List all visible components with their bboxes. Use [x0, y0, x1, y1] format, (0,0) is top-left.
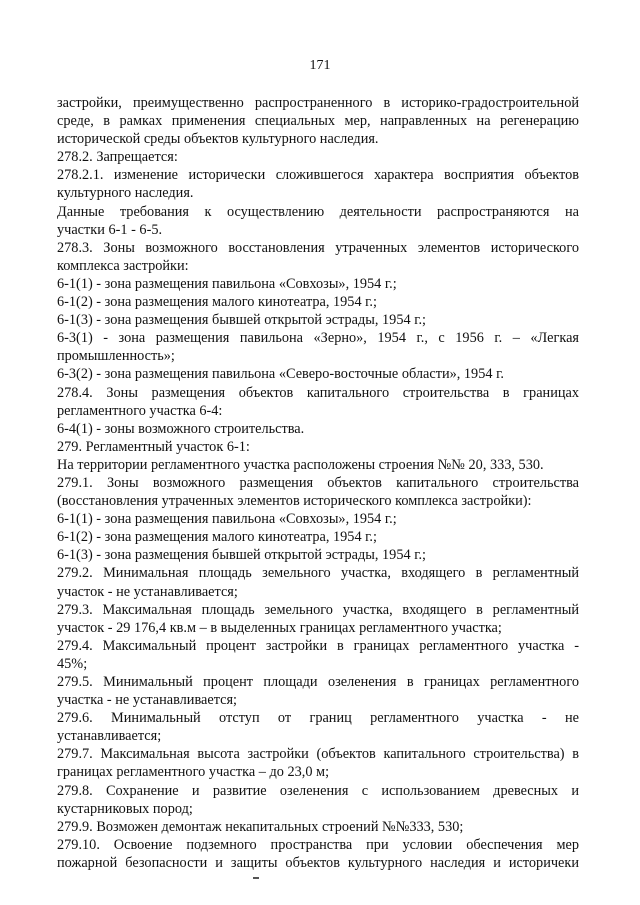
- text-line: 278.4. Зоны размещения объектов капитального строительства в границах: [57, 384, 579, 401]
- text-line: исторической среды объектов культурного наследия.: [57, 131, 379, 148]
- text-line: участка - не устанавливается;: [57, 692, 238, 709]
- text-line: участки 6-1 - 6-5.: [57, 221, 163, 238]
- text-line: промышленность»;: [57, 348, 175, 365]
- text-line: 279.3. Максимальная площадь земельного участка, входящего в регламентный: [57, 601, 579, 618]
- text-line: 6-1(1) - зона размещения павильона «Совхозы», 1954 г.;: [57, 275, 397, 292]
- text-line: 278.2.1. изменение исторически сложившегося характера восприятия объектов: [57, 167, 579, 184]
- text-line: 279.2. Минимальная площадь земельного участка, входящего в регламентный: [57, 565, 579, 582]
- text-line: 6-3(2) - зона размещения павильона «Северо-восточные области», 1954 г.: [57, 366, 504, 383]
- text-line: 279.8. Сохранение и развитие озеленения с использованием древесных и: [57, 782, 579, 799]
- text-line: культурного наследия.: [57, 185, 194, 202]
- text-line: пожарной безопасности и защиты объектов культурного наследия и историчеки: [57, 854, 579, 871]
- text-line: 6-1(3) - зона размещения бывшей открытой эстрады, 1954 г.;: [57, 312, 427, 329]
- text-line: 279.10. Освоение подземного пространства при условии обеспечения мер: [57, 836, 579, 853]
- text-line: участок - не устанавливается;: [57, 583, 238, 600]
- text-line: 279.5. Минимальный процент площади озеленения в границах регламентного: [57, 674, 579, 690]
- text-line: Данные требования к осуществлению деятельности распространяются на: [57, 203, 579, 220]
- text-line: устанавливается;: [57, 728, 162, 745]
- text-line: комплекса застройки:: [57, 257, 189, 274]
- text-line: участок - 29 176,4 кв.м – в выделенных границах регламентного участка;: [57, 619, 502, 636]
- text-line: 279.4. Максимальный процент застройки в границах регламентного участка -: [57, 637, 579, 654]
- page-number: 171: [309, 58, 331, 73]
- text-line: 6-1(2) - зона размещения малого кинотеатра, 1954 г.;: [57, 529, 377, 546]
- text-line: 279.1. Зоны возможного размещения объектов капитального строительства: [57, 474, 579, 491]
- text-line: 45%;: [57, 655, 88, 672]
- text-line: 6-1(1) - зона размещения павильона «Совхозы», 1954 г.;: [57, 511, 397, 528]
- text-line: 278.3. Зоны возможного восстановления утраченных элементов исторического: [57, 239, 579, 256]
- text-line: 6-1(2) - зона размещения малого кинотеатра, 1954 г.;: [57, 294, 377, 311]
- text-line: На территории регламентного участка расположены строения №№ 20, 333, 530.: [57, 456, 544, 473]
- text-line: 6-3(1) - зона размещения павильона «Зерно», 1954 г., с 1956 г. – «Легкая: [57, 330, 579, 347]
- text-line: кустарниковых пород;: [57, 800, 193, 817]
- text-line: (восстановления утраченных элементов исторического комплекса застройки):: [57, 493, 532, 510]
- text-line: застройки, преимущественно распространенного в историко-градостроительной: [57, 95, 579, 111]
- text-line: 279.7. Максимальная высота застройки (объектов капитального строительства) в: [57, 746, 579, 763]
- text-line: границах регламентного участка – до 23,0 м;: [57, 764, 330, 781]
- text-line: 279.9. Возможен демонтаж некапитальных строений №№333, 530;: [57, 818, 464, 835]
- text-line: среде, в рамках применения специальных мер, направленных на регенерацию: [57, 113, 579, 130]
- text-line: 6-1(3) - зона размещения бывшей открытой эстрады, 1954 г.;: [57, 547, 427, 564]
- scan-mark: [253, 877, 259, 879]
- text-line: 278.2. Запрещается:: [57, 149, 178, 166]
- text-line: 279.6. Минимальный отступ от границ регламентного участка - не: [57, 710, 579, 727]
- document-body: [57, 94, 579, 872]
- text-line: 6-4(1) - зоны возможного строительства.: [57, 420, 305, 437]
- text-line: регламентного участка 6-4:: [57, 402, 223, 419]
- text-line: 279. Регламентный участок 6-1:: [57, 438, 250, 455]
